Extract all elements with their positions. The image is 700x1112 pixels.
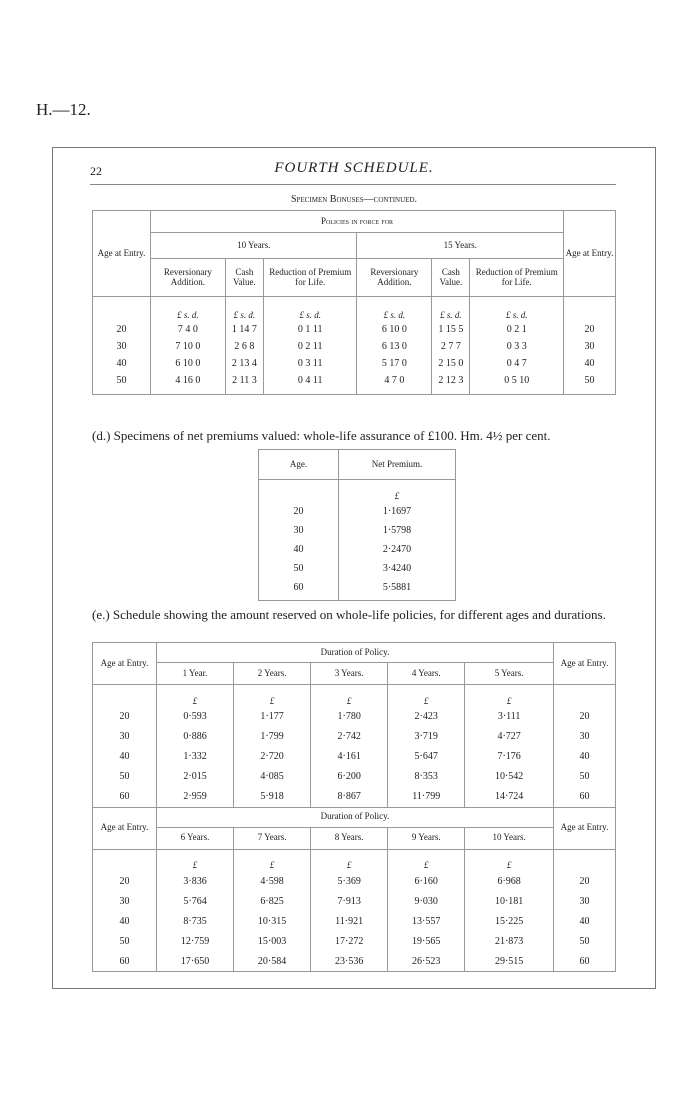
value-cell: 2·959 <box>157 787 234 808</box>
value-cell: 3·719 <box>388 727 465 747</box>
col-reversionary: Reversionary Addition. <box>151 259 226 297</box>
table-row <box>93 787 616 808</box>
value-cell: 1·780 <box>311 707 388 727</box>
value-cell: 4·085 <box>234 767 311 787</box>
value-cell: 8·735 <box>157 911 234 931</box>
year-header: 6 Years. <box>157 827 234 849</box>
value-cell: 26·523 <box>388 951 465 972</box>
table-row <box>93 338 616 355</box>
value-cell: 5·5881 <box>339 578 456 597</box>
unit-label: £ <box>465 849 554 871</box>
value-cell: 6 10 0 <box>357 321 432 338</box>
value-cell: 0 2 11 <box>264 338 357 355</box>
unit-label: £ <box>311 685 388 707</box>
age-cell: 20 <box>93 871 157 891</box>
age-at-entry-header: Age at Entry. <box>93 807 157 849</box>
page-number: 22 <box>90 164 102 178</box>
document-reference: H.—12. <box>36 100 91 119</box>
year-header: 4 Years. <box>388 663 465 685</box>
unit-label: £ <box>388 849 465 871</box>
year-header: 7 Years. <box>234 827 311 849</box>
age-cell: 60 <box>93 951 157 972</box>
value-cell: 2·720 <box>234 747 311 767</box>
value-cell: 7·913 <box>311 891 388 911</box>
value-cell: 2·423 <box>388 707 465 727</box>
age-cell: 60 <box>554 951 616 972</box>
period-15-years: 15 Years. <box>357 233 564 259</box>
value-cell: 11·799 <box>388 787 465 808</box>
age-at-entry-header: Age at Entry. <box>93 211 151 297</box>
age-cell: 40 <box>93 747 157 767</box>
value-cell: 2·2470 <box>339 540 456 559</box>
value-cell: 1 14 7 <box>225 321 263 338</box>
year-header: 9 Years. <box>388 827 465 849</box>
age-cell: 50 <box>554 931 616 951</box>
table-row <box>93 372 616 389</box>
age-cell: 20 <box>554 707 616 727</box>
section-d-heading: (d.) Specimens of net premiums valued: whole-life assurance of £100. Hm. 4½ per cent. <box>92 428 551 443</box>
age-cell: 30 <box>93 338 151 355</box>
policies-in-force-header: Policies in force for <box>151 211 564 233</box>
age-cell: 20 <box>554 871 616 891</box>
table-row <box>93 355 616 372</box>
value-cell: 5·369 <box>311 871 388 891</box>
age-cell: 50 <box>564 372 616 389</box>
value-cell: 19·565 <box>388 931 465 951</box>
value-cell: 2 6 8 <box>225 338 263 355</box>
value-cell: 2 11 3 <box>225 372 263 389</box>
age-cell: 50 <box>93 931 157 951</box>
duration-header: Duration of Policy. <box>157 807 554 827</box>
unit-label: £ <box>234 685 311 707</box>
unit-label: £ <box>339 480 456 502</box>
age-at-entry-header: Age at Entry. <box>554 643 616 685</box>
year-header: 8 Years. <box>311 827 388 849</box>
section-title: Specimen Bonuses—continued. <box>290 194 417 205</box>
value-cell: 7·176 <box>465 747 554 767</box>
unit-label: £ <box>157 849 234 871</box>
net-premiums-table <box>258 449 456 601</box>
value-cell: 2 13 4 <box>225 355 263 372</box>
table-row <box>259 578 456 597</box>
unit-label: £ <box>465 685 554 707</box>
age-cell: 60 <box>554 787 616 808</box>
duration-header: Duration of Policy. <box>157 643 554 663</box>
value-cell: 0·593 <box>157 707 234 727</box>
age-cell: 50 <box>93 372 151 389</box>
year-header: 5 Years. <box>465 663 554 685</box>
value-cell: 0 4 7 <box>470 355 564 372</box>
value-cell: 10·181 <box>465 891 554 911</box>
value-cell: 7 10 0 <box>151 338 226 355</box>
unit-label: £ s. d. <box>470 297 564 321</box>
value-cell: 6·968 <box>465 871 554 891</box>
age-cell: 50 <box>554 767 616 787</box>
col-cash-value: Cash Value. <box>225 259 263 297</box>
value-cell: 0 1 11 <box>264 321 357 338</box>
year-header: 10 Years. <box>465 827 554 849</box>
value-cell: 6·200 <box>311 767 388 787</box>
value-cell: 4 16 0 <box>151 372 226 389</box>
value-cell: 17·650 <box>157 951 234 972</box>
value-cell: 1 15 5 <box>432 321 470 338</box>
value-cell: 9·030 <box>388 891 465 911</box>
age-at-entry-header: Age at Entry. <box>564 211 616 297</box>
table-row <box>93 321 616 338</box>
value-cell: 29·515 <box>465 951 554 972</box>
value-cell: 0 3 3 <box>470 338 564 355</box>
value-cell: 3·111 <box>465 707 554 727</box>
table-row <box>93 911 616 931</box>
age-cell: 40 <box>554 747 616 767</box>
value-cell: 5 17 0 <box>357 355 432 372</box>
value-cell: 13·557 <box>388 911 465 931</box>
value-cell: 0·886 <box>157 727 234 747</box>
value-cell: 10·542 <box>465 767 554 787</box>
unit-label: £ <box>311 849 388 871</box>
value-cell: 8·353 <box>388 767 465 787</box>
table-row <box>93 767 616 787</box>
table-row <box>259 559 456 578</box>
value-cell: 6·825 <box>234 891 311 911</box>
value-cell: 1·177 <box>234 707 311 727</box>
table-row <box>93 727 616 747</box>
value-cell: 5·647 <box>388 747 465 767</box>
value-cell: 5·918 <box>234 787 311 808</box>
title-rule <box>90 184 616 185</box>
age-cell: 30 <box>554 727 616 747</box>
unit-label: £ <box>388 685 465 707</box>
specimen-bonuses-table <box>92 210 616 395</box>
col-cash-value: Cash Value. <box>432 259 470 297</box>
unit-label: £ s. d. <box>264 297 357 321</box>
value-cell: 15·003 <box>234 931 311 951</box>
unit-label: £ s. d. <box>357 297 432 321</box>
age-cell: 50 <box>259 559 339 578</box>
age-cell: 30 <box>564 338 616 355</box>
table-row <box>93 931 616 951</box>
value-cell: 6 10 0 <box>151 355 226 372</box>
schedule-title: FOURTH SCHEDULE. <box>274 160 434 176</box>
value-cell: 1·5798 <box>339 521 456 540</box>
value-cell: 4·161 <box>311 747 388 767</box>
value-cell: 0 5 10 <box>470 372 564 389</box>
age-cell: 30 <box>93 727 157 747</box>
age-cell: 40 <box>259 540 339 559</box>
section-e-heading: (e.) Schedule showing the amount reserved on whole-life policies, for different ages and durations. <box>92 607 606 622</box>
age-cell: 60 <box>259 578 339 597</box>
value-cell: 23·536 <box>311 951 388 972</box>
table-row <box>259 540 456 559</box>
value-cell: 2 7 7 <box>432 338 470 355</box>
value-cell: 4·727 <box>465 727 554 747</box>
col-reversionary: Reversionary Addition. <box>357 259 432 297</box>
age-cell: 60 <box>93 787 157 808</box>
table-row <box>93 951 616 972</box>
value-cell: 0 2 1 <box>470 321 564 338</box>
value-cell: 17·272 <box>311 931 388 951</box>
value-cell: 5·764 <box>157 891 234 911</box>
unit-label: £ s. d. <box>432 297 470 321</box>
age-cell: 40 <box>554 911 616 931</box>
age-at-entry-header: Age at Entry. <box>93 643 157 685</box>
year-header: 1 Year. <box>157 663 234 685</box>
value-cell: 0 3 11 <box>264 355 357 372</box>
value-cell: 1·1697 <box>339 502 456 521</box>
value-cell: 2·742 <box>311 727 388 747</box>
value-cell: 1·332 <box>157 747 234 767</box>
table-row <box>93 891 616 911</box>
table-row <box>93 871 616 891</box>
age-cell: 30 <box>93 891 157 911</box>
value-cell: 8·867 <box>311 787 388 808</box>
age-cell: 20 <box>259 502 339 521</box>
value-cell: 7 4 0 <box>151 321 226 338</box>
age-cell: 50 <box>93 767 157 787</box>
unit-label: £ <box>234 849 311 871</box>
year-header: 2 Years. <box>234 663 311 685</box>
age-cell: 40 <box>93 911 157 931</box>
age-cell: 30 <box>259 521 339 540</box>
value-cell: 2 12 3 <box>432 372 470 389</box>
col-age: Age. <box>259 450 339 480</box>
year-header: 3 Years. <box>311 663 388 685</box>
value-cell: 15·225 <box>465 911 554 931</box>
reserves-table <box>92 642 616 972</box>
value-cell: 10·315 <box>234 911 311 931</box>
col-net-premium: Net Premium. <box>339 450 456 480</box>
value-cell: 6·160 <box>388 871 465 891</box>
age-cell: 40 <box>93 355 151 372</box>
unit-label: £ <box>157 685 234 707</box>
table-row <box>259 521 456 540</box>
col-reduction: Reduction of Premium for Life. <box>264 259 357 297</box>
value-cell: 12·759 <box>157 931 234 951</box>
value-cell: 3·4240 <box>339 559 456 578</box>
value-cell: 4·598 <box>234 871 311 891</box>
col-reduction: Reduction of Premium for Life. <box>470 259 564 297</box>
age-at-entry-header: Age at Entry. <box>554 807 616 849</box>
value-cell: 2 15 0 <box>432 355 470 372</box>
age-cell: 20 <box>564 321 616 338</box>
value-cell: 4 7 0 <box>357 372 432 389</box>
value-cell: 3·836 <box>157 871 234 891</box>
age-cell: 20 <box>93 707 157 727</box>
table-row <box>93 707 616 727</box>
value-cell: 21·873 <box>465 931 554 951</box>
value-cell: 0 4 11 <box>264 372 357 389</box>
age-cell: 20 <box>93 321 151 338</box>
age-cell: 40 <box>564 355 616 372</box>
unit-label: £ s. d. <box>151 297 226 321</box>
value-cell: 6 13 0 <box>357 338 432 355</box>
value-cell: 11·921 <box>311 911 388 931</box>
table-row <box>259 502 456 521</box>
value-cell: 20·584 <box>234 951 311 972</box>
unit-label: £ s. d. <box>225 297 263 321</box>
table-row <box>93 747 616 767</box>
value-cell: 1·799 <box>234 727 311 747</box>
value-cell: 14·724 <box>465 787 554 808</box>
period-10-years: 10 Years. <box>151 233 357 259</box>
age-cell: 30 <box>554 891 616 911</box>
value-cell: 2·015 <box>157 767 234 787</box>
